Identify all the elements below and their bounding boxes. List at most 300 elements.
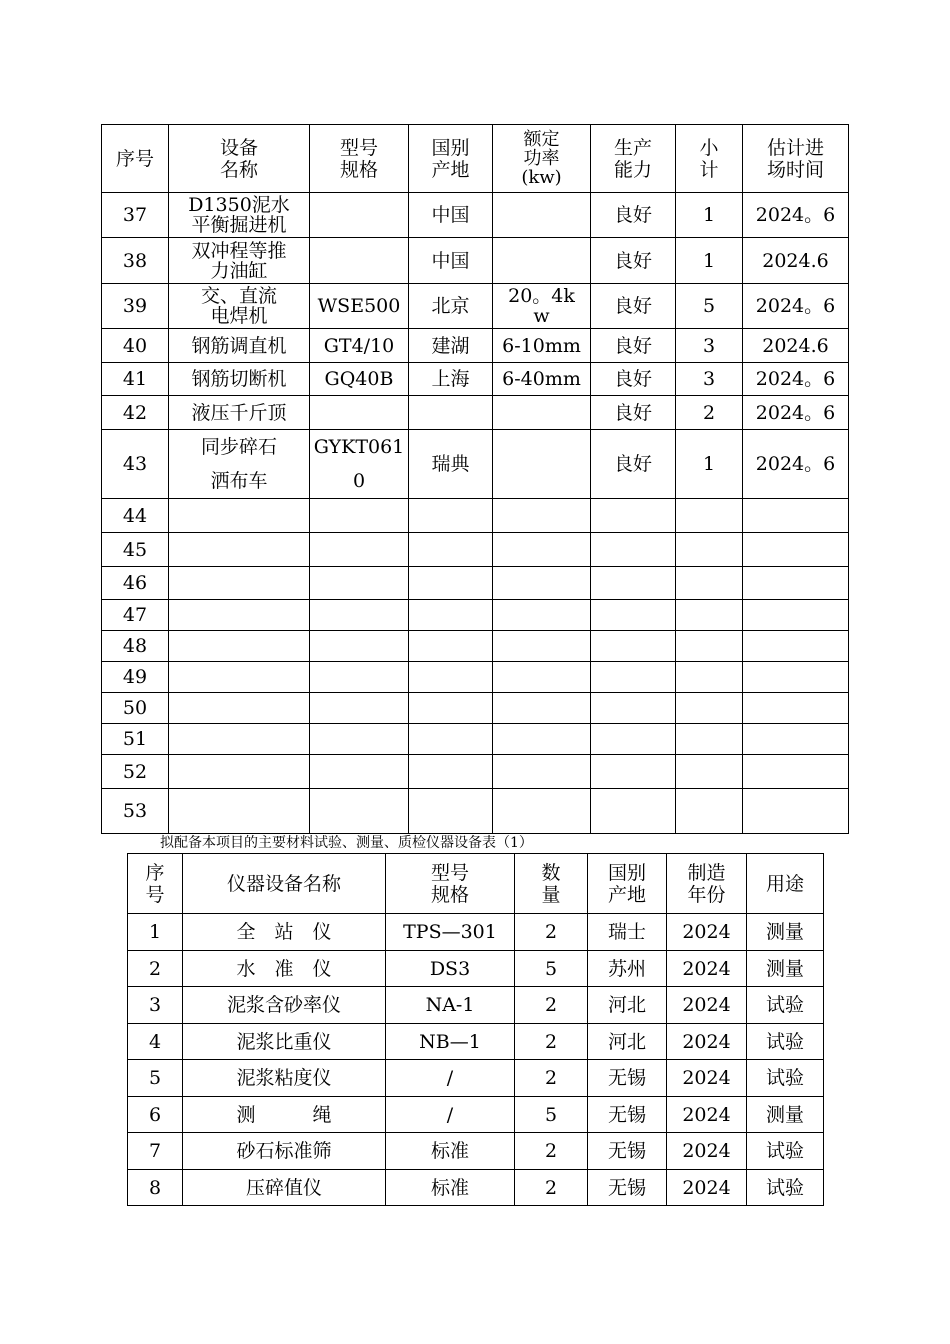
table-cell (667, 1170, 747, 1206)
table-cell-line: 良好 (613, 204, 652, 226)
table-cell (676, 600, 743, 631)
table-cell-line: 40 (122, 334, 148, 357)
table-cell (310, 329, 409, 363)
table-cell-line: WSE500 (317, 295, 401, 317)
table-cell (102, 755, 169, 789)
table-cell (676, 693, 743, 724)
table-cell (747, 1060, 824, 1097)
table-cell (515, 951, 588, 987)
table-cell (591, 238, 676, 284)
table-row (102, 662, 849, 693)
table-cell-line: 2024。6 (755, 295, 836, 317)
table-cell (409, 284, 493, 329)
table-cell-line: 标准 (430, 1176, 469, 1199)
table-cell-line: 瑞士 (607, 921, 646, 943)
table-cell-line: 3 (148, 994, 162, 1016)
table-cell (386, 987, 515, 1024)
table-cell-line: 中国 (431, 204, 470, 226)
table-cell (102, 499, 169, 533)
table-cell (676, 396, 743, 430)
table-cell (493, 533, 591, 567)
table-cell-line: 2 (544, 1030, 558, 1053)
table-cell-line: 洒布车 (210, 470, 268, 492)
table-cell-line: 良好 (613, 249, 652, 272)
table-cell-line: 河北 (607, 1030, 646, 1053)
table-cell-line: 2024 (682, 1176, 731, 1199)
table-cell (747, 951, 824, 987)
table-cell-line: 20。4k (508, 285, 575, 307)
table-cell (591, 693, 676, 724)
instrument-table (127, 853, 824, 1206)
table-cell-line: 测量 (765, 957, 804, 980)
table-cell-line: 力油缸 (210, 259, 268, 282)
table-cell (676, 238, 743, 284)
table-cell-line: 8 (148, 1176, 162, 1199)
table-cell (183, 1170, 386, 1206)
table-row (102, 755, 849, 789)
table-cell-line: 2024。6 (755, 204, 836, 226)
table-row (102, 193, 849, 238)
table-row (102, 631, 849, 662)
table-cell-line: 良好 (613, 401, 652, 424)
table-cell-line: 3 (702, 334, 716, 357)
table-cell-line: 45 (122, 538, 148, 561)
table-cell-line: 泥浆含砂率仪 (226, 994, 341, 1016)
table-cell-line: 7 (148, 1140, 162, 1162)
table-cell-line: 2024。6 (755, 401, 836, 424)
table-cell-line: 试验 (765, 1067, 804, 1089)
table-cell (169, 284, 310, 329)
column-header (515, 854, 588, 914)
table-cell-line: 2 (544, 921, 558, 943)
table-cell-line: 2024.6 (762, 249, 829, 272)
table-cell (676, 430, 743, 499)
column-header (747, 854, 824, 914)
column-header-line: 生产 (613, 136, 652, 159)
table-cell-line: 同步碎石 (200, 436, 277, 458)
table-cell (588, 914, 667, 951)
column-header-line: 序号 (115, 147, 154, 170)
table-cell-line: 1 (702, 453, 716, 475)
column-header (743, 125, 849, 193)
table-cell-line: 2 (544, 994, 558, 1016)
table-cell (409, 329, 493, 363)
table-cell (169, 789, 310, 834)
table-cell (588, 1097, 667, 1133)
table-cell-line: 0 (352, 470, 366, 492)
table-cell (515, 914, 588, 951)
table-cell (588, 1133, 667, 1170)
table-cell-line: 5 (544, 957, 558, 980)
table-cell-line: GYKT061 (313, 436, 405, 458)
table-cell (409, 193, 493, 238)
table-cell (676, 284, 743, 329)
table-cell-line: / (446, 1103, 454, 1126)
table-cell (409, 363, 493, 396)
table-cell (102, 631, 169, 662)
table-cell (310, 662, 409, 693)
table-cell-line: 无锡 (607, 1140, 646, 1162)
table-cell-line: 试验 (765, 1140, 804, 1162)
instrument-table-caption: 拟配备本项目的主要材料试验、测量、质检仪器设备表（1） (160, 835, 533, 851)
table-cell-line: 3 (702, 368, 716, 390)
table-cell-line: 泥浆比重仪 (236, 1030, 332, 1053)
table-cell (743, 600, 849, 631)
table-cell (128, 1133, 183, 1170)
table-cell-line: 48 (122, 635, 148, 657)
table-cell (676, 193, 743, 238)
table-cell-line: GQ40B (324, 368, 394, 390)
table-cell (493, 600, 591, 631)
table-row (128, 914, 824, 951)
table-cell (743, 193, 849, 238)
table-cell (676, 533, 743, 567)
table-cell (310, 724, 409, 755)
table-cell (386, 1060, 515, 1097)
table-cell-line: 2024。6 (755, 368, 836, 390)
table-row (102, 329, 849, 363)
table-cell (310, 193, 409, 238)
table-row (128, 951, 824, 987)
table-cell (386, 914, 515, 951)
table-cell (515, 987, 588, 1024)
table-cell (667, 1097, 747, 1133)
table-cell-line: 2 (702, 401, 716, 424)
column-header-line: 数 (541, 861, 561, 884)
table-cell (667, 987, 747, 1024)
table-cell (743, 396, 849, 430)
table-cell (591, 631, 676, 662)
table-cell-line: 建湖 (431, 334, 470, 357)
table-cell (747, 1170, 824, 1206)
table-cell (591, 724, 676, 755)
table-cell-line: 砂石标准筛 (236, 1140, 332, 1162)
table-cell (493, 329, 591, 363)
table-cell (591, 284, 676, 329)
column-header (591, 125, 676, 193)
table-cell-line: 39 (122, 295, 148, 317)
column-header-line: 功率 (523, 148, 560, 169)
table-row (128, 1170, 824, 1206)
table-cell (169, 499, 310, 533)
table-cell (493, 430, 591, 499)
table-cell (743, 693, 849, 724)
table-cell (591, 533, 676, 567)
header-row (128, 854, 824, 914)
header-row (102, 125, 849, 193)
table-cell (409, 430, 493, 499)
table-cell (386, 951, 515, 987)
table-cell (310, 693, 409, 724)
table-cell-line: 2 (544, 1067, 558, 1089)
table-cell-line: 压碎值仪 (245, 1176, 322, 1199)
table-cell (169, 329, 310, 363)
column-header-line: 能力 (613, 158, 652, 181)
column-header (676, 125, 743, 193)
table-cell-line: 交、直流 (200, 285, 277, 307)
table-cell-line: 2024 (682, 957, 731, 980)
table-cell (667, 1024, 747, 1060)
table-cell-line: NA-1 (425, 994, 475, 1016)
table-cell-line: 41 (122, 368, 148, 390)
table-row (102, 600, 849, 631)
table-cell-line: DS3 (429, 957, 471, 980)
table-cell (310, 363, 409, 396)
table-cell (588, 951, 667, 987)
table-row (102, 284, 849, 329)
column-header-line: 国别 (607, 861, 646, 884)
table-cell-line: / (446, 1067, 454, 1089)
column-header-line: 小 (699, 136, 719, 159)
table-cell (169, 363, 310, 396)
table-cell (493, 238, 591, 284)
table-cell (515, 1024, 588, 1060)
table-cell (169, 662, 310, 693)
table-cell (743, 238, 849, 284)
table-cell (591, 193, 676, 238)
table-cell-line: 瑞典 (431, 453, 470, 475)
equipment-table-header (102, 125, 849, 193)
table-cell (743, 789, 849, 834)
table-cell (310, 284, 409, 329)
table-cell-line: TPS—301 (403, 921, 497, 943)
table-cell (310, 755, 409, 789)
table-cell-line: 6-10mm (502, 334, 581, 357)
table-row (102, 363, 849, 396)
table-cell (409, 693, 493, 724)
table-cell (588, 987, 667, 1024)
table-cell (409, 631, 493, 662)
table-cell (409, 755, 493, 789)
table-cell-line: 52 (122, 760, 148, 783)
column-header-line: 用途 (765, 872, 804, 895)
table-cell (169, 631, 310, 662)
table-cell (676, 724, 743, 755)
table-cell (169, 600, 310, 631)
table-cell-line: D1350泥水 (188, 194, 290, 216)
table-cell-line: 双冲程等推 (191, 239, 287, 262)
table-cell-line: 2024。6 (755, 453, 836, 475)
table-cell-line: 2024 (682, 1103, 731, 1126)
table-cell (128, 951, 183, 987)
table-cell-line: 电焊机 (210, 305, 268, 327)
table-cell (310, 567, 409, 600)
table-cell (493, 631, 591, 662)
column-header-line: 国别 (431, 136, 470, 159)
table-cell (591, 567, 676, 600)
table-cell (591, 396, 676, 430)
table-cell (102, 662, 169, 693)
table-cell-line: 试验 (765, 994, 804, 1016)
column-header (183, 854, 386, 914)
table-cell (676, 755, 743, 789)
column-header (588, 854, 667, 914)
table-cell-line: 50 (122, 697, 148, 719)
table-cell (169, 430, 310, 499)
column-header (102, 125, 169, 193)
equipment-table-body (102, 193, 849, 834)
table-cell (102, 724, 169, 755)
table-cell-line: 北京 (431, 295, 470, 317)
table-cell (409, 567, 493, 600)
table-cell-line: 2024.6 (762, 334, 829, 357)
table-cell (169, 193, 310, 238)
table-cell (747, 1133, 824, 1170)
table-cell (310, 600, 409, 631)
table-cell (743, 533, 849, 567)
table-cell (515, 1060, 588, 1097)
table-cell (591, 430, 676, 499)
table-cell (743, 499, 849, 533)
table-cell-line: 液压千斤顶 (191, 401, 287, 424)
table-cell (676, 789, 743, 834)
table-cell (102, 193, 169, 238)
table-cell (667, 951, 747, 987)
table-cell-line: 全 站 仪 (236, 921, 332, 943)
table-row (128, 1133, 824, 1170)
table-cell (747, 987, 824, 1024)
table-cell-line: 2 (544, 1140, 558, 1162)
table-cell-line: 42 (122, 401, 148, 424)
table-cell (102, 430, 169, 499)
table-cell (128, 1170, 183, 1206)
table-cell-line: 泥浆粘度仪 (236, 1067, 332, 1089)
table-cell-line: NB—1 (419, 1030, 481, 1053)
table-cell-line: 水 准 仪 (236, 957, 332, 980)
table-cell-line: 1 (702, 204, 716, 226)
instrument-table-header (128, 854, 824, 914)
table-cell-line: 2024 (682, 994, 731, 1016)
column-header-line: 产地 (607, 883, 646, 906)
table-cell (588, 1060, 667, 1097)
column-header (169, 125, 310, 193)
table-cell (743, 724, 849, 755)
table-cell (591, 755, 676, 789)
table-cell (169, 724, 310, 755)
table-row (102, 789, 849, 834)
table-cell-line: 良好 (613, 334, 652, 357)
table-cell (310, 238, 409, 284)
table-cell (409, 724, 493, 755)
table-cell (747, 914, 824, 951)
table-cell (128, 1060, 183, 1097)
table-cell (310, 533, 409, 567)
table-cell (493, 789, 591, 834)
table-cell (310, 499, 409, 533)
table-cell-line: 2024 (682, 1067, 731, 1089)
column-header-line: 额定 (523, 129, 560, 150)
table-cell (743, 567, 849, 600)
table-cell (493, 662, 591, 693)
table-cell (743, 430, 849, 499)
column-header (667, 854, 747, 914)
table-cell (409, 499, 493, 533)
table-cell (676, 363, 743, 396)
table-row (102, 724, 849, 755)
table-row (128, 1024, 824, 1060)
table-cell (183, 1060, 386, 1097)
table-cell (183, 1024, 386, 1060)
instrument-table-body (128, 914, 824, 1206)
table-cell-line: 1 (148, 921, 162, 943)
table-cell-line: 钢筋调直机 (191, 334, 287, 357)
table-cell (747, 1024, 824, 1060)
table-cell (409, 533, 493, 567)
column-header-line: 仪器设备名称 (226, 872, 341, 895)
table-cell (409, 662, 493, 693)
table-cell (493, 755, 591, 789)
column-header-line: 产地 (431, 158, 470, 181)
column-header-line: 号 (145, 883, 165, 906)
column-header-line: 型号 (339, 136, 378, 159)
table-cell (591, 600, 676, 631)
column-header-line: 年份 (687, 883, 726, 906)
table-cell-line: 4 (148, 1030, 162, 1053)
table-cell (515, 1133, 588, 1170)
column-header-line: 制造 (687, 861, 726, 884)
table-cell-line: 测量 (765, 1103, 804, 1126)
table-cell (493, 693, 591, 724)
table-row (102, 693, 849, 724)
column-header-line: 规格 (430, 883, 469, 906)
table-cell-line: 37 (122, 204, 148, 226)
table-cell (743, 284, 849, 329)
table-cell (169, 693, 310, 724)
table-cell (102, 567, 169, 600)
table-cell (102, 533, 169, 567)
table-cell (747, 1097, 824, 1133)
table-cell (102, 238, 169, 284)
table-cell (386, 1097, 515, 1133)
table-row (102, 567, 849, 600)
table-cell (386, 1170, 515, 1206)
table-cell-line: 无锡 (607, 1176, 646, 1199)
table-cell-line: 44 (122, 504, 148, 527)
column-header-line: 计 (699, 158, 719, 181)
table-cell-line: 良好 (613, 368, 652, 390)
table-cell (310, 631, 409, 662)
column-header (409, 125, 493, 193)
table-cell-line: 51 (122, 728, 148, 750)
table-cell (676, 662, 743, 693)
table-cell-line: w (533, 305, 550, 327)
table-cell (386, 1024, 515, 1060)
table-row (102, 396, 849, 430)
table-cell-line: 1 (702, 249, 716, 272)
table-cell (183, 1133, 386, 1170)
table-cell (409, 238, 493, 284)
table-row (102, 430, 849, 499)
table-cell-line: 测量 (765, 921, 804, 943)
table-cell (676, 567, 743, 600)
table-cell (676, 499, 743, 533)
table-cell (743, 662, 849, 693)
column-header-line: 规格 (339, 158, 378, 181)
table-cell-line: 5 (148, 1067, 162, 1089)
table-cell (676, 631, 743, 662)
table-cell (409, 396, 493, 430)
table-cell-line: 试验 (765, 1176, 804, 1199)
table-cell (310, 430, 409, 499)
table-cell (743, 329, 849, 363)
table-cell (493, 499, 591, 533)
table-row (102, 533, 849, 567)
column-header-line: 设备 (219, 136, 258, 159)
table-cell (128, 914, 183, 951)
table-cell (743, 631, 849, 662)
table-cell-line: 6 (148, 1103, 162, 1126)
table-cell-line: 苏州 (607, 957, 646, 980)
